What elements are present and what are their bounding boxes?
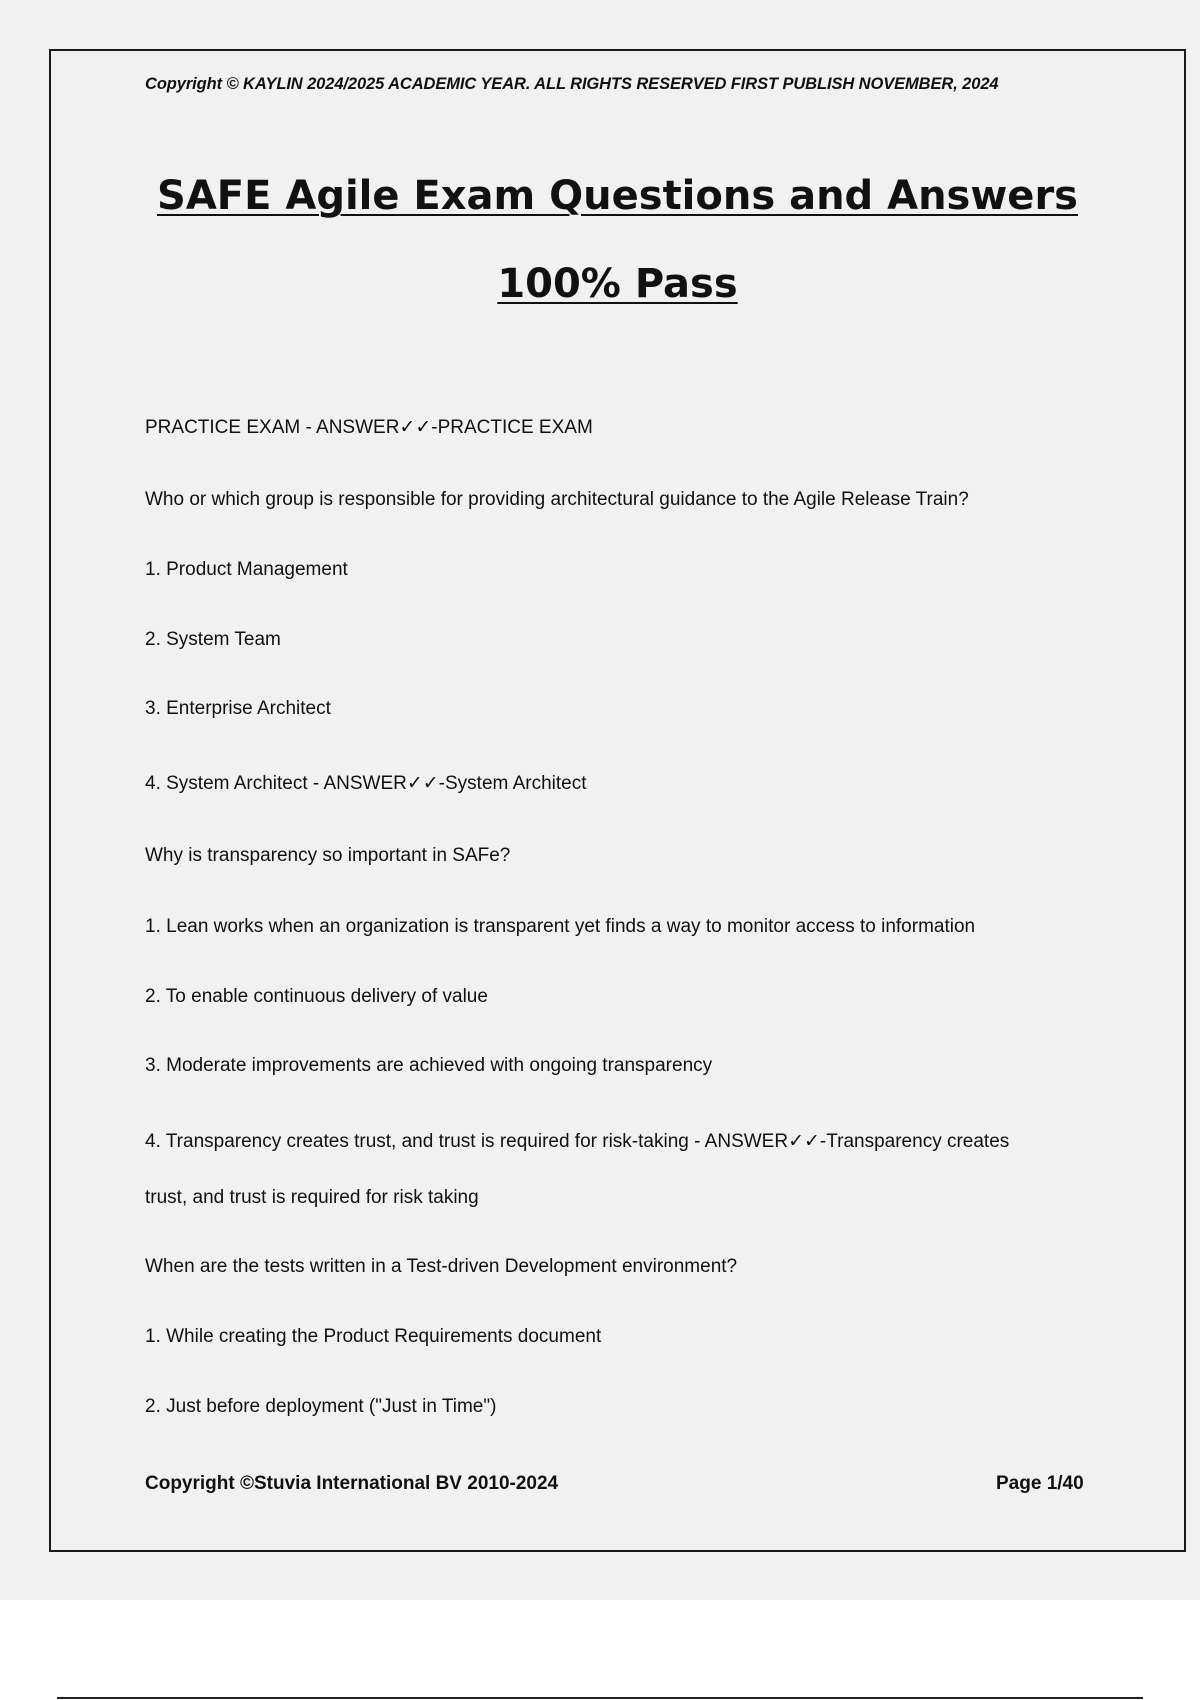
question-2-option-3: 3. Moderate improvements are achieved with ongoing transparency (145, 1055, 713, 1076)
question-2-answer-continuation: trust, and trust is required for risk taking (145, 1187, 479, 1208)
header-copyright: Copyright © KAYLIN 2024/2025 ACADEMIC YEAR. ALL RIGHTS RESERVED FIRST PUBLISH NOVEMBER, 2024 (145, 75, 999, 93)
question-2-option-1: 1. Lean works when an organization is transparent yet finds a way to monitor access to information (145, 916, 976, 937)
question-2: Why is transparency so important in SAFe? (145, 845, 511, 866)
document-title: SAFE Agile Exam Questions and Answers (157, 173, 1078, 219)
question-1: Who or which group is responsible for providing architectural guidance to the Agile Release Train? (145, 489, 969, 510)
next-page-divider (57, 1697, 1143, 1699)
question-3: When are the tests written in a Test-driven Development environment? (145, 1256, 738, 1277)
question-1-option-4-answer: 4. System Architect - ANSWER✓✓-System Architect (145, 773, 587, 794)
footer-copyright: Copyright ©Stuvia International BV 2010-2024 (145, 1473, 559, 1494)
document-subtitle: 100% Pass (497, 261, 738, 307)
practice-exam-line: PRACTICE EXAM - ANSWER✓✓-PRACTICE EXAM (145, 417, 593, 438)
page-number: Page 1/40 (996, 1473, 1084, 1494)
question-1-option-3: 3. Enterprise Architect (145, 698, 331, 719)
question-1-option-1: 1. Product Management (145, 559, 348, 580)
question-3-option-2: 2. Just before deployment ("Just in Time") (145, 1396, 497, 1417)
question-3-option-1: 1. While creating the Product Requirements document (145, 1326, 602, 1347)
question-1-option-2: 2. System Team (145, 629, 281, 650)
question-2-option-2: 2. To enable continuous delivery of value (145, 986, 488, 1007)
question-2-option-4-answer: 4. Transparency creates trust, and trust is required for risk-taking - ANSWER✓✓-Transparency creates (145, 1131, 1010, 1152)
